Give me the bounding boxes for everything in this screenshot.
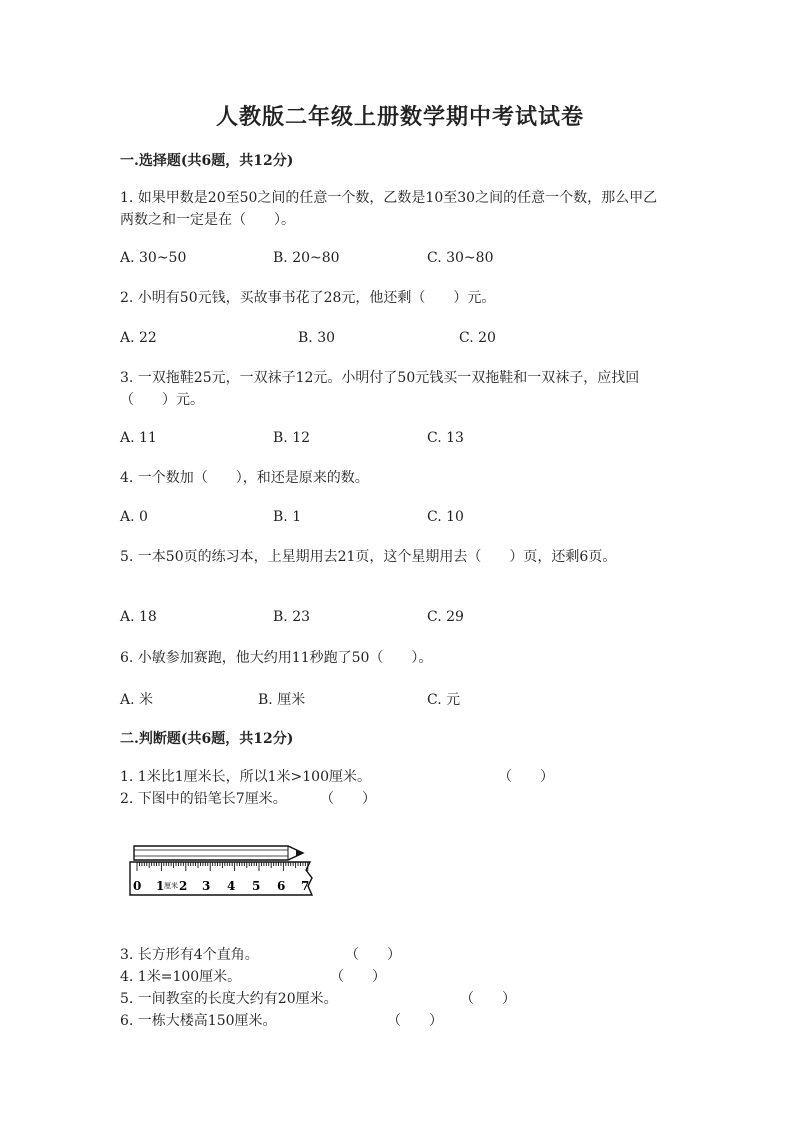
judge-item-5: 5. 一间教室的长度大约有20厘米。 — [120, 991, 338, 1007]
question-3: 3. 一双拖鞋25元，一双袜子12元。小明付了50元钱买一双拖鞋和一双袜子，应找回（ ）元。 — [120, 370, 640, 408]
pencil-icon — [134, 846, 303, 860]
q6-option-c: C. 元 — [427, 692, 461, 708]
section-heading-judge: 二.判断题(共6题，共12分) — [120, 731, 294, 747]
judge-item-6: 6. 一栋大楼高150厘米。 — [120, 1013, 277, 1029]
q2-option-c: C. 20 — [459, 330, 496, 346]
q2-option-a: A. 22 — [120, 330, 157, 346]
q6-option-a: A. 米 — [120, 692, 154, 708]
judge-item-1: 1. 1米比1厘米长，所以1米>100厘米。 — [120, 769, 371, 785]
judge-item-2: 2. 下图中的铅笔长7厘米。 — [120, 791, 287, 807]
judge-blank-6: （ ） — [387, 1013, 443, 1029]
question-1: 1. 如果甲数是20至50之间的任意一个数，乙数是10至30之间的任意一个数，那么甲乙两数之和一定是在（ ）。 — [120, 190, 658, 228]
q1-option-c: C. 30~80 — [427, 250, 494, 266]
question-6: 6. 小敏参加赛跑，他大约用11秒跑了50（ ）。 — [120, 650, 433, 666]
q4-option-c: C. 10 — [427, 509, 464, 525]
section-heading-choice: 一.选择题(共6题，共12分) — [120, 153, 294, 169]
q3-option-b: B. 12 — [273, 430, 311, 446]
q5-option-b: B. 23 — [273, 609, 311, 625]
ruler-label-6: 6 — [277, 879, 286, 893]
q3-option-a: A. 11 — [120, 430, 157, 446]
q4-option-a: A. 0 — [120, 509, 148, 525]
judge-blank-2: （ ） — [320, 791, 376, 807]
q1-option-b: B. 20~80 — [273, 250, 340, 266]
ruler-label-5: 5 — [252, 879, 261, 893]
judge-blank-1: （ ） — [498, 769, 554, 785]
judge-item-4: 4. 1米=100厘米。 — [120, 969, 242, 985]
question-5: 5. 一本50页的练习本，上星期用去21页，这个星期用去（ ）页，还剩6页。 — [120, 549, 617, 565]
pencil-ruler-figure — [128, 840, 328, 900]
ruler-unit-label: 厘米 — [164, 882, 178, 890]
q3-option-c: C. 13 — [427, 430, 464, 446]
judge-blank-5: （ ） — [460, 991, 516, 1007]
question-4: 4. 一个数加（ ），和还是原来的数。 — [120, 470, 369, 486]
ruler-label-7: 7 — [301, 879, 310, 893]
page-title: 人教版二年级上册数学期中考试试卷 — [215, 104, 584, 130]
judge-blank-3: （ ） — [345, 947, 401, 963]
question-2: 2. 小明有50元钱，买故事书花了28元，他还剩（ ）元。 — [120, 290, 496, 306]
q1-option-a: A. 30~50 — [120, 250, 187, 266]
ruler-label-1: 1 — [156, 879, 165, 893]
q5-option-c: C. 29 — [427, 609, 464, 625]
q5-option-a: A. 18 — [120, 609, 157, 625]
ruler-label-2: 2 — [179, 879, 188, 893]
judge-blank-4: （ ） — [330, 969, 386, 985]
ruler-label-3: 3 — [202, 879, 211, 893]
q4-option-b: B. 1 — [273, 509, 302, 525]
ruler-label-4: 4 — [227, 879, 236, 893]
q2-option-b: B. 30 — [298, 330, 336, 346]
q6-option-b: B. 厘米 — [258, 692, 306, 708]
ruler-label-0: 0 — [133, 879, 142, 893]
judge-item-3: 3. 长方形有4个直角。 — [120, 947, 259, 963]
